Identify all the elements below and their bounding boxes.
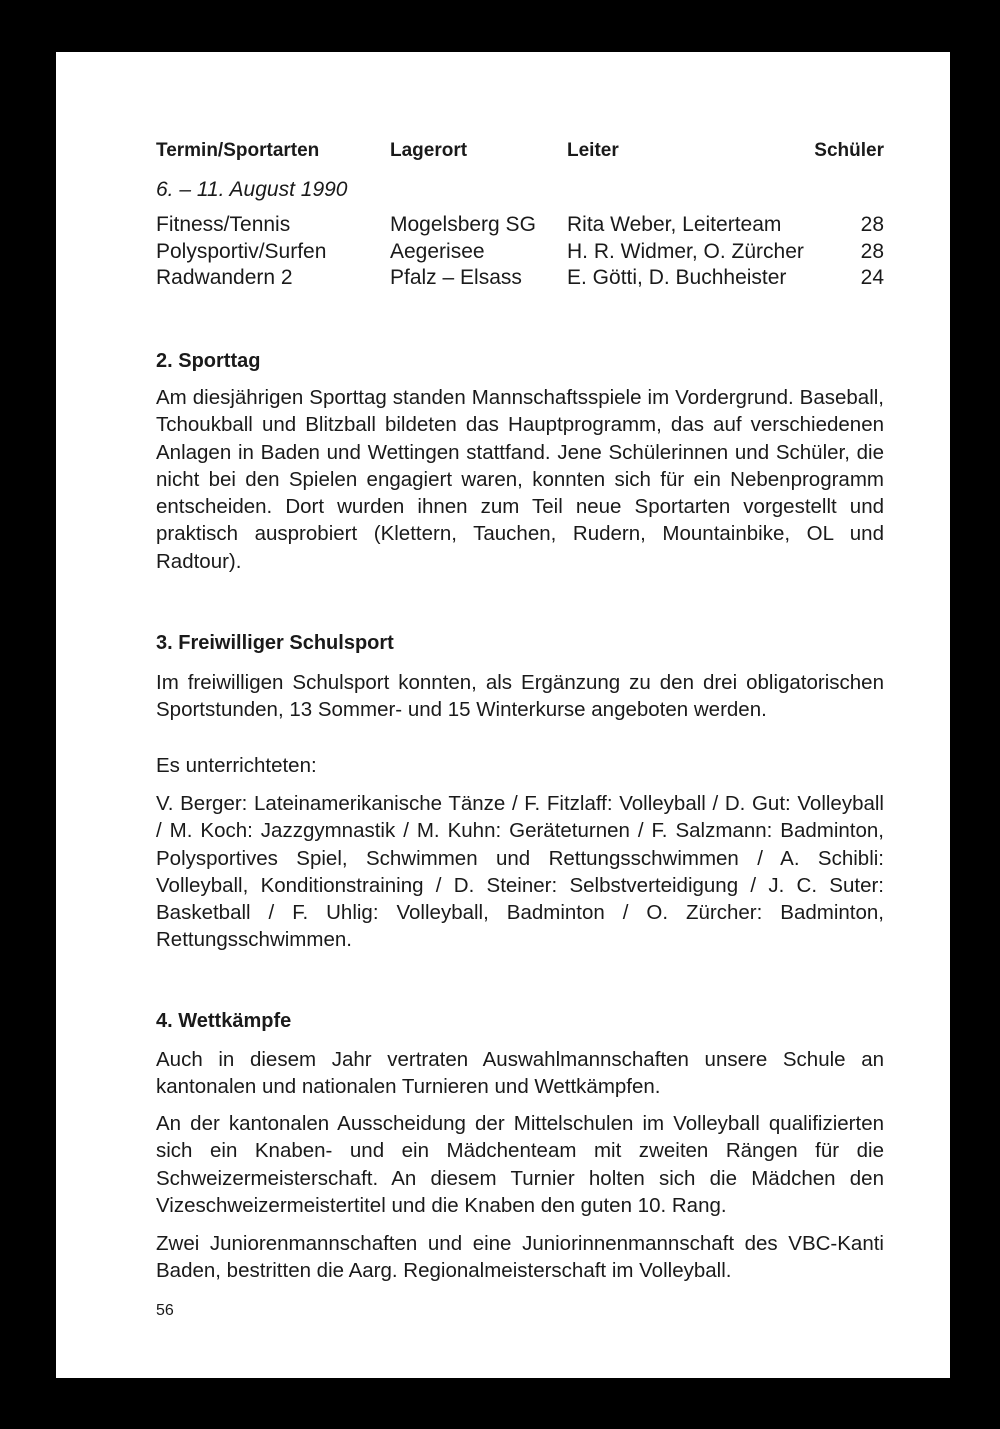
paragraph-wettkaempfe-2: An der kantonalen Ausscheidung der Mittelschulen im Volleyball qualifizierten sich ein Knaben- und ein Mädchenteam mit zweiten Rängen für die Schweizermeisterschaft. An diesem Turnier holten sich die Mädchen den Vizeschweizermeistertitel und die Knaben den guten 10. Rang.	[156, 1112, 884, 1217]
table-row	[156, 265, 884, 292]
paragraph-wettkaempfe-1: Auch in diesem Jahr vertraten Auswahlmannschaften unsere Schule an kantonalen und nationalen Turnieren und Wettkämpfen.	[156, 1048, 884, 1099]
section-title-wettkaempfe: 4. Wettkämpfe	[156, 1010, 292, 1032]
cell-schueler: 28	[860, 239, 884, 263]
header-termin: Termin/Sportarten	[156, 140, 320, 161]
header-lagerort: Lagerort	[390, 140, 468, 161]
table-body	[156, 212, 884, 292]
paragraph-sporttag: Am diesjährigen Sporttag standen Mannschaftsspiele im Vordergrund. Baseball, Tchoukball und Blitzball bildeten das Hauptprogramm, das auf verschiedenen Anlagen in Baden und Wettingen stattfand. Jene Schülerinnen und Schüler, die nicht bei den Spielen engagiert waren, konnten sich für ein Nebenprogramm entscheiden. Dort wurden ihnen zum Teil neue Sportarten vorgestellt und praktisch ausprobiert (Klettern, Tauchen, Rudern, Mountainbike, OL und Radtour).	[156, 386, 884, 573]
paragraph-schulsport-2: Es unterrichteten:	[156, 754, 317, 777]
table-date: 6. – 11. August 1990	[156, 178, 348, 201]
section-title-sporttag: 2. Sporttag	[156, 350, 261, 372]
cell-leiter: E. Götti, D. Buchheister	[567, 266, 787, 289]
cell-schueler: 28	[860, 213, 884, 236]
cell-sport: Fitness/Tennis	[156, 213, 291, 236]
cell-leiter: Rita Weber, Leiterteam	[567, 213, 782, 236]
cell-sport: Radwandern 2	[156, 266, 293, 289]
paragraph-wettkaempfe-3: Zwei Juniorenmannschaften und eine Juniorinnenmannschaft des VBC-Kanti Baden, bestritten die Aarg. Regionalmeisterschaft im Volleyball.	[156, 1232, 884, 1283]
cell-ort: Pfalz – Elsass	[390, 266, 522, 289]
paragraph-schulsport-1: Im freiwilligen Schulsport konnten, als Ergänzung zu den drei obligatorischen Sportstunden, 13 Sommer- und 15 Winterkurse angeboten werden.	[156, 671, 884, 722]
cell-ort: Aegerisee	[390, 239, 485, 263]
header-leiter: Leiter	[567, 140, 619, 161]
table-header	[156, 140, 884, 166]
cell-leiter: H. R. Widmer, O. Zürcher	[567, 239, 804, 263]
table-row	[156, 239, 884, 266]
page-number: 56	[156, 1302, 174, 1319]
section-title-schulsport: 3. Freiwilliger Schulsport	[156, 632, 394, 654]
cell-sport: Polysportiv/Surfen	[156, 239, 327, 263]
cell-schueler: 24	[860, 266, 884, 289]
cell-ort: Mogelsberg SG	[390, 213, 536, 236]
document-page	[56, 52, 950, 1378]
paragraph-schulsport-3: V. Berger: Lateinamerikanische Tänze / F. Fitzlaff: Volleyball / D. Gut: Volleyball / M. Koch: Jazzgymnastik / M. Kuhn: Geräteturnen / F. Salzmann: Badminton, Polysportives Spiel, Schwimmen und Rettungsschwimmen / A. Schibli: Volleyball, Konditionstraining / D. Steiner: Selbstverteidigung / J. C. Suter: Basketball / F. Uhlig: Volleyball, Badminton / O. Zürcher: Badminton, Rettungsschwimmen.	[156, 792, 884, 952]
header-schueler: Schüler	[814, 140, 884, 161]
table-row	[156, 212, 884, 239]
